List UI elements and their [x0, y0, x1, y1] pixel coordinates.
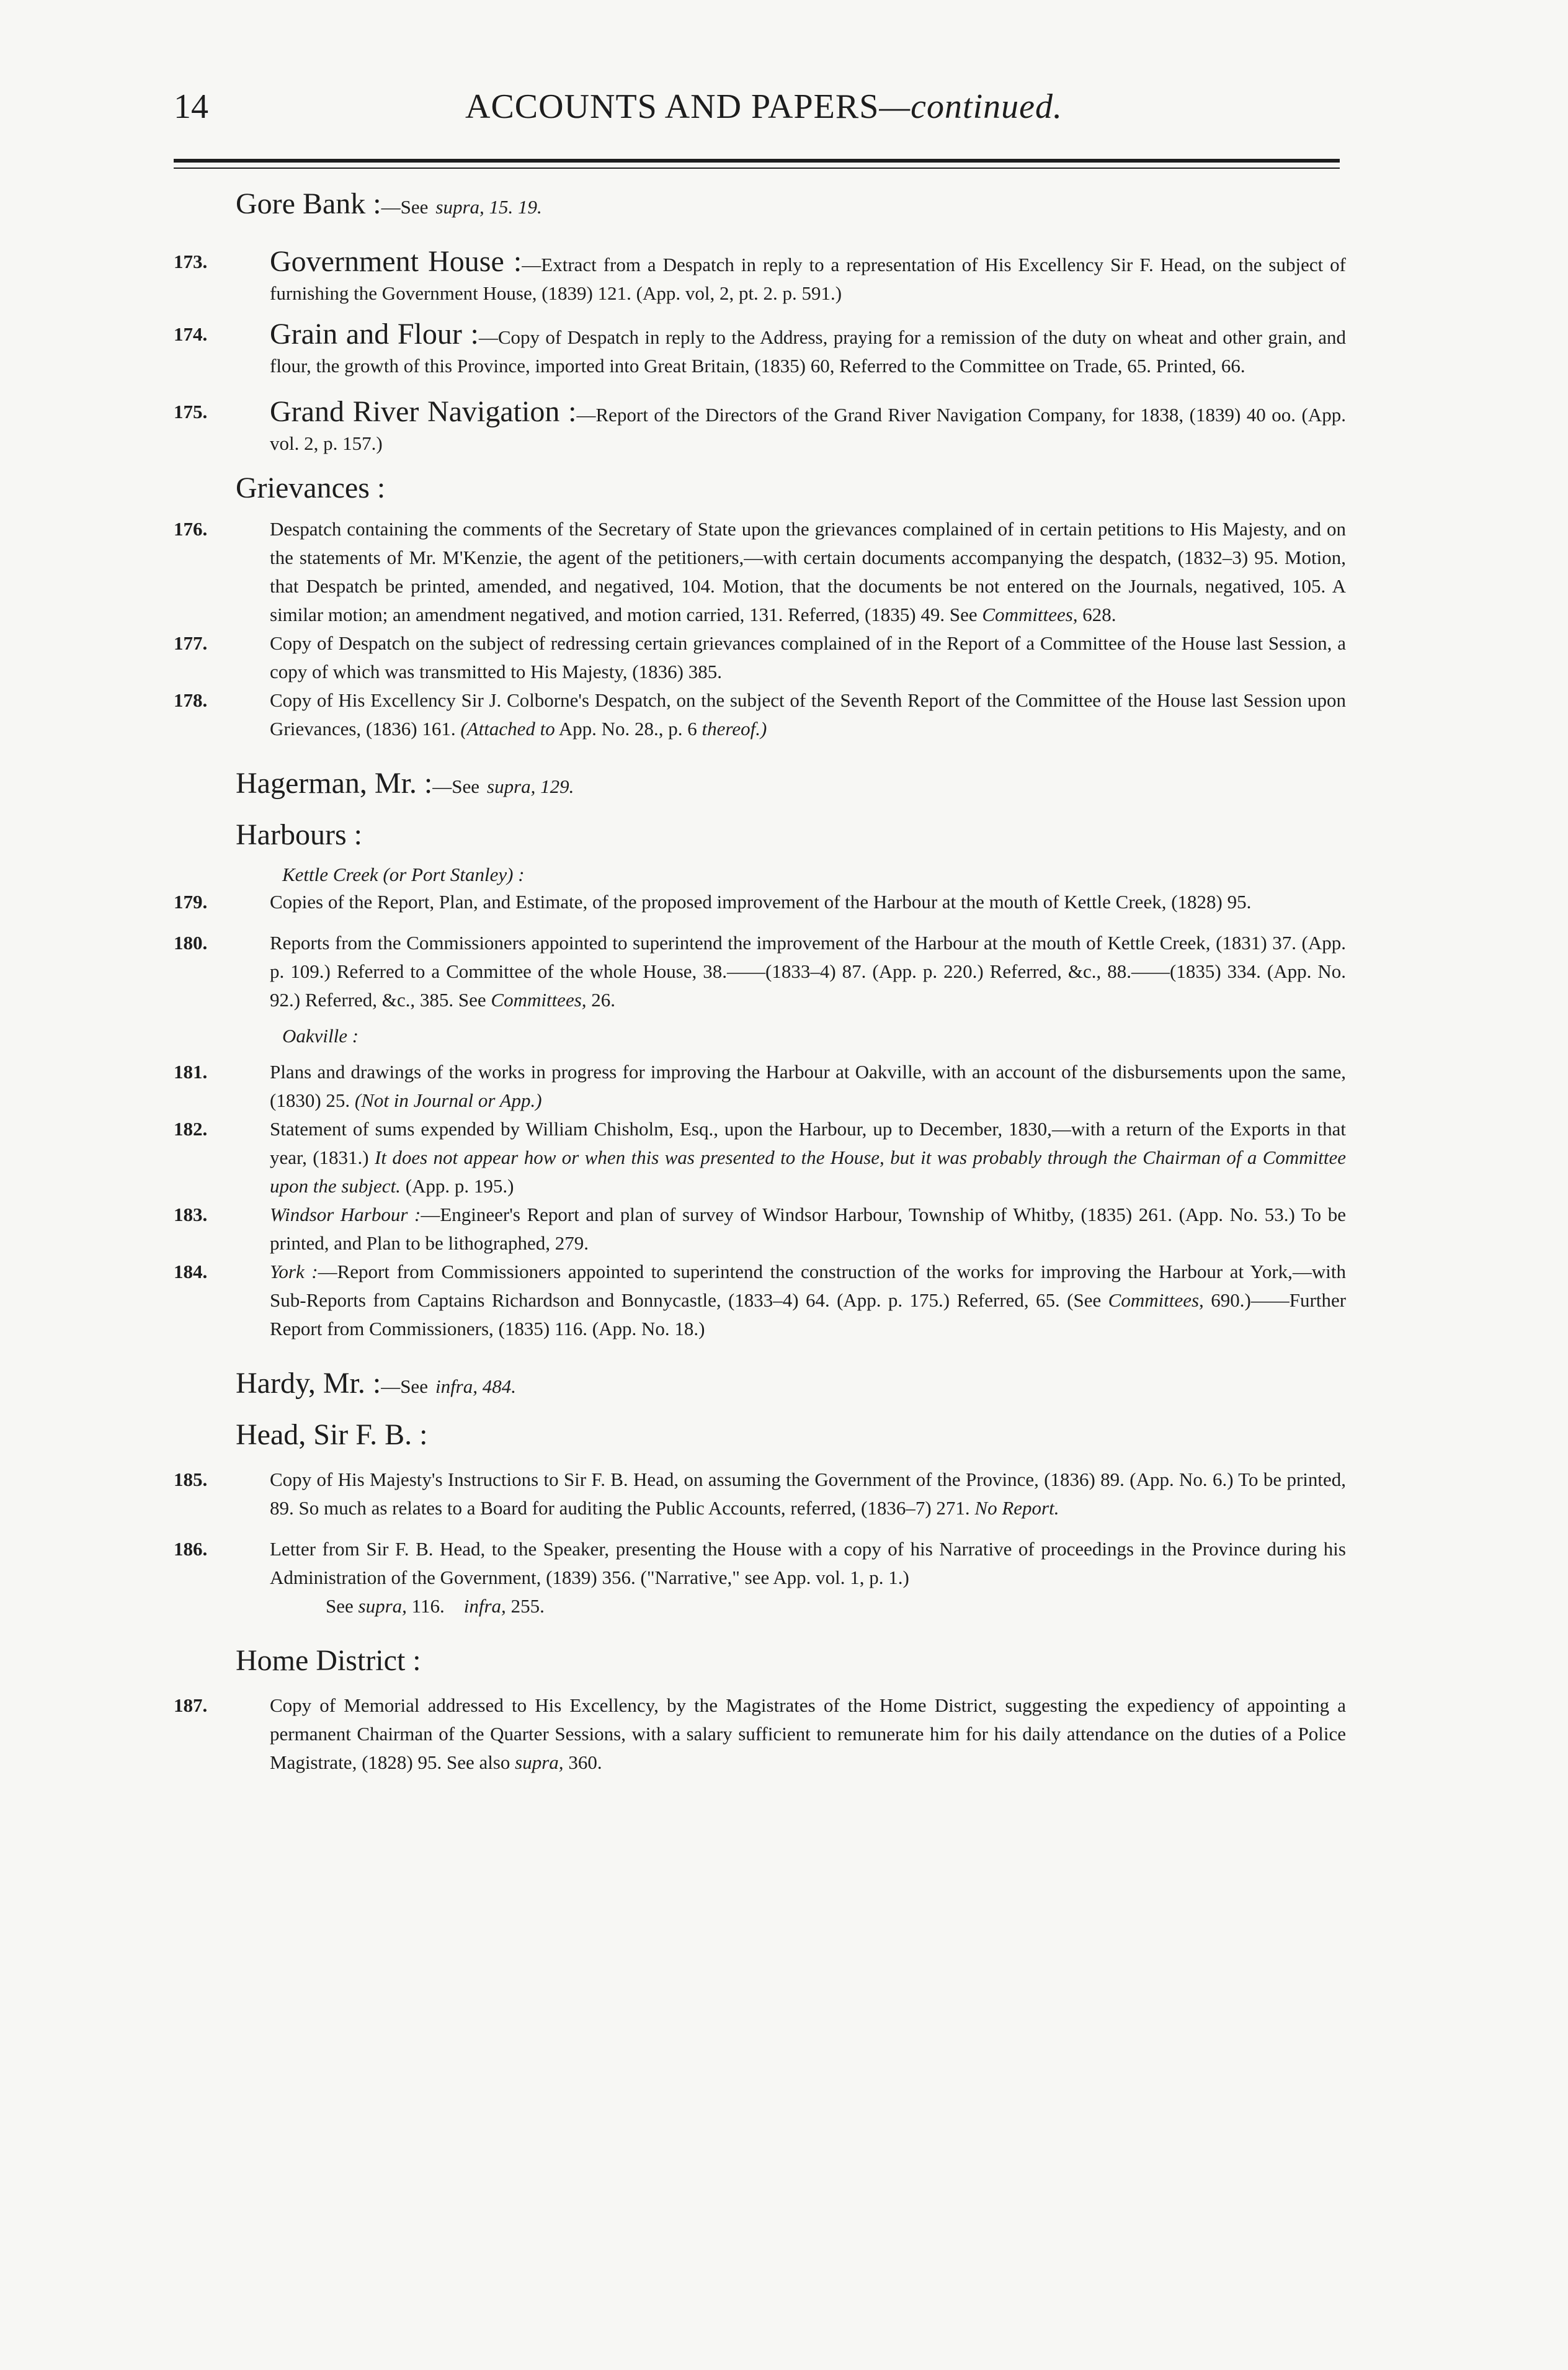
- entry-text-end: 360.: [568, 1751, 602, 1773]
- entry-number: 185.: [174, 1469, 208, 1490]
- subheading-oakville: Oakville :: [282, 1025, 359, 1047]
- entry-number: 181.: [174, 1061, 208, 1083]
- entry-number: 177.: [174, 632, 208, 654]
- index-entry-182: [174, 1115, 1346, 1201]
- entry-heading: Grand River Navigation :: [270, 395, 577, 428]
- index-entry-179: [174, 888, 1346, 916]
- heading-title: Hardy, Mr. :: [236, 1367, 381, 1400]
- entry-number: 182.: [174, 1118, 208, 1140]
- entry-text: Letter from Sir F. B. Head, to the Speaker, presenting the House with a copy of his Narrative of proceedings in the Province during his Administration of the Government, (1839) 356. ("Narrative," see App. vol. 1, p. 1.): [270, 1538, 1346, 1588]
- entry-text: —Engineer's Report and plan of survey of Windsor Harbour, Township of Whitby, (1835) 261. (App. No. 53.) To be printed, and Plan to be lithographed, 279.: [270, 1204, 1346, 1254]
- entry-italic: Windsor Harbour :: [270, 1204, 421, 1225]
- section-heading-home-district: [236, 1643, 1346, 1679]
- entry-italic: (Not in Journal or App.): [354, 1089, 542, 1111]
- index-content: [174, 186, 1346, 1777]
- index-entry-178: [174, 686, 1346, 743]
- entry-number: 175.: [174, 401, 208, 423]
- entry-text: Statement of sums expended by William Chisholm, Esq., upon the Harbour, up to December, 1830,—with a return of the Exports in that year, (1831.): [270, 1118, 1346, 1168]
- entry-text: Copy of His Majesty's Instructions to Sir F. B. Head, on assuming the Government of the Province, (1836) 89. (App. No. 6.) To be printed, 89. So much as relates to a Board for auditing the Public Accounts, referred, (1836–7) 271.: [270, 1469, 1346, 1519]
- see-supra-number: 116.: [411, 1595, 445, 1617]
- heading-title: Harbours :: [236, 818, 362, 851]
- entry-italic-mid: Committees,: [1108, 1289, 1204, 1311]
- see-reference: supra, 129.: [487, 776, 574, 797]
- subheading-kettle-creek: Kettle Creek (or Port Stanley) :: [282, 864, 525, 885]
- entry-number: 178.: [174, 689, 208, 711]
- see-infra: infra,: [463, 1595, 506, 1617]
- entry-italic: supra,: [515, 1751, 564, 1773]
- see-reference: infra, 484.: [435, 1375, 516, 1397]
- section-heading-grievances: [236, 470, 1346, 506]
- entry-italic: York :: [270, 1261, 318, 1282]
- entry-number: 176.: [174, 518, 208, 540]
- running-head: [465, 87, 1062, 127]
- section-heading-harbours: [236, 817, 1346, 853]
- index-entry-187: [174, 1691, 1346, 1777]
- entry-number: 173.: [174, 251, 208, 272]
- index-entry-181: [174, 1058, 1346, 1115]
- header-rule-thick: [174, 159, 1340, 163]
- entry-italic: It does not appear how or when this was presented to the House, but it was probably through the Chairman of a Committee upon the subject.: [270, 1147, 1347, 1197]
- entry-text: Despatch containing the comments of the Secretary of State upon the grievances complained of in certain petitions to His Majesty, and on the statements of Mr. M'Kenzie, the agent of the petitioners,—with certain documents accompanying the despatch, (1832–3) 95. Motion, that Despatch be printed, amended, and negatived, 104. Motion, that the documents be not entered on the Journals, negatived, 105. A similar motion; an amendment negatived, and motion carried, 131. Referred, (1835) 49. See: [270, 518, 1346, 625]
- entry-italic: No Report.: [974, 1497, 1059, 1519]
- entry-text: Copy of Memorial addressed to His Excellency, by the Magistrates of the Home District, suggesting the expediency of appointing a permanent Chairman of the Quarter Sessions, with a salary sufficient to remunerate him for his daily attendance on the duties of a Police Magistrate, (1828) 95. See also: [270, 1694, 1346, 1773]
- page-header: [174, 87, 1340, 136]
- entry-text: —Report of the Directors of the Grand River Navigation Company, for 1838, (1839) 40 oo. (App. vol. 2, p. 157.): [270, 404, 1346, 454]
- page-number: 14: [174, 87, 208, 126]
- index-entry-184: [174, 1258, 1346, 1343]
- see-reference: supra, 15. 19.: [435, 196, 542, 218]
- running-head-title: ACCOUNTS AND PAPERS: [465, 87, 880, 126]
- index-entry-183: [174, 1201, 1346, 1258]
- entry-number: 174.: [174, 323, 208, 345]
- heading-title: Hagerman, Mr. :: [236, 767, 433, 800]
- entry-text: —Extract from a Despatch in reply to a representation of His Excellency Sir F. Head, on the subject of furnishing the Government House, (1839) 121. (App. vol, 2, pt. 2. p. 591.): [270, 254, 1346, 304]
- entry-text: —Report from Commissioners appointed to superintend the construction of the works for improving the Harbour at York,—with Sub-Reports from Captains Richardson and Bonnycastle, (1833–4) 64. (App. p. 175.) Referred, 65. (See: [270, 1261, 1347, 1311]
- entry-text-end: 628.: [1082, 604, 1116, 625]
- entry-text: Copy of His Excellency Sir J. Colborne's Despatch, on the subject of the Seventh Report of the Committee of the House last Session upon Grievances, (1836) 161.: [270, 689, 1346, 740]
- heading-title: Grievances :: [236, 472, 386, 504]
- entry-text: Copy of Despatch on the subject of redressing certain grievances complained of in the Report of a Committee of the House last Session, a copy of which was transmitted to His Majesty, (1836) 385.: [270, 632, 1346, 682]
- see-label: See: [326, 1595, 354, 1617]
- heading-title: Home District :: [236, 1644, 421, 1677]
- entry-heading: Grain and Flour :: [270, 318, 479, 351]
- section-heading-gore-bank: [236, 186, 1346, 225]
- entry-number: 184.: [174, 1261, 208, 1282]
- index-entry-180: [174, 929, 1346, 1014]
- entry-text-end: 26.: [591, 989, 616, 1011]
- index-entry-185: [174, 1465, 1346, 1523]
- see-label: —See: [381, 1375, 428, 1397]
- see-infra-number: 255.: [510, 1595, 545, 1617]
- see-label: —See: [381, 196, 429, 218]
- entry-text-end: 690.)——Further Report from Commissioners, (1835) 116. (App. No. 18.): [270, 1289, 1347, 1339]
- entry-text-end: (App. p. 195.): [405, 1175, 514, 1197]
- index-entry-176: [174, 515, 1346, 629]
- see-also-line: [326, 1592, 1346, 1621]
- index-entry-186: [174, 1535, 1346, 1592]
- entry-text: Plans and drawings of the works in progress for improving the Harbour at Oakville, with an account of the disbursements upon the same, (1830) 25.: [270, 1061, 1346, 1111]
- entry-text-mid: App. No. 28., p. 6: [558, 718, 697, 740]
- running-head-continued: —continued.: [879, 87, 1062, 126]
- section-heading-hardy: [236, 1366, 1346, 1405]
- entry-text: —Copy of Despatch in reply to the Address, praying for a remission of the duty on wheat and other grain, and flour, the growth of this Province, imported into Great Britain, (1835) 60, Referred to the Committee on Trade, 65. Printed, 66.: [270, 326, 1346, 377]
- see-supra: supra,: [358, 1595, 407, 1617]
- index-entry-174: [174, 320, 1346, 380]
- section-heading-hagerman: [236, 766, 1346, 805]
- entry-text: Reports from the Commissioners appointed to superintend the improvement of the Harbour at the mouth of Kettle Creek, (1831) 37. (App. p. 109.) Referred to a Committee of the whole House, 38.——(1833–4) 87. (App. p. 220.) Referred, &c., 88.——(1835) 334. (App. No. 92.) Referred, &c., 385. See: [270, 932, 1346, 1011]
- entry-number: 187.: [174, 1694, 208, 1716]
- section-heading-head: [236, 1417, 1346, 1453]
- index-entry-173: [174, 245, 1346, 308]
- entry-heading: Government House :: [270, 245, 522, 278]
- entry-number: 186.: [174, 1538, 208, 1560]
- heading-title: Head, Sir F. B. :: [236, 1418, 428, 1451]
- heading-title: Gore Bank :: [236, 187, 381, 220]
- entry-italic-end: thereof.): [702, 718, 767, 740]
- entry-italic: (Attached to: [460, 718, 555, 740]
- index-entry-177: [174, 629, 1346, 686]
- entry-text: Copies of the Report, Plan, and Estimate, of the proposed improvement of the Harbour at the mouth of Kettle Creek, (1828) 95.: [270, 891, 1252, 913]
- entry-number: 183.: [174, 1204, 208, 1225]
- see-label: —See: [432, 776, 480, 797]
- entry-italic: Committees,: [491, 989, 587, 1011]
- entry-italic: Committees,: [982, 604, 1078, 625]
- entry-number: 180.: [174, 932, 208, 954]
- entry-number: 179.: [174, 891, 208, 913]
- header-rule-thin: [174, 168, 1340, 169]
- index-entry-175: [174, 395, 1346, 458]
